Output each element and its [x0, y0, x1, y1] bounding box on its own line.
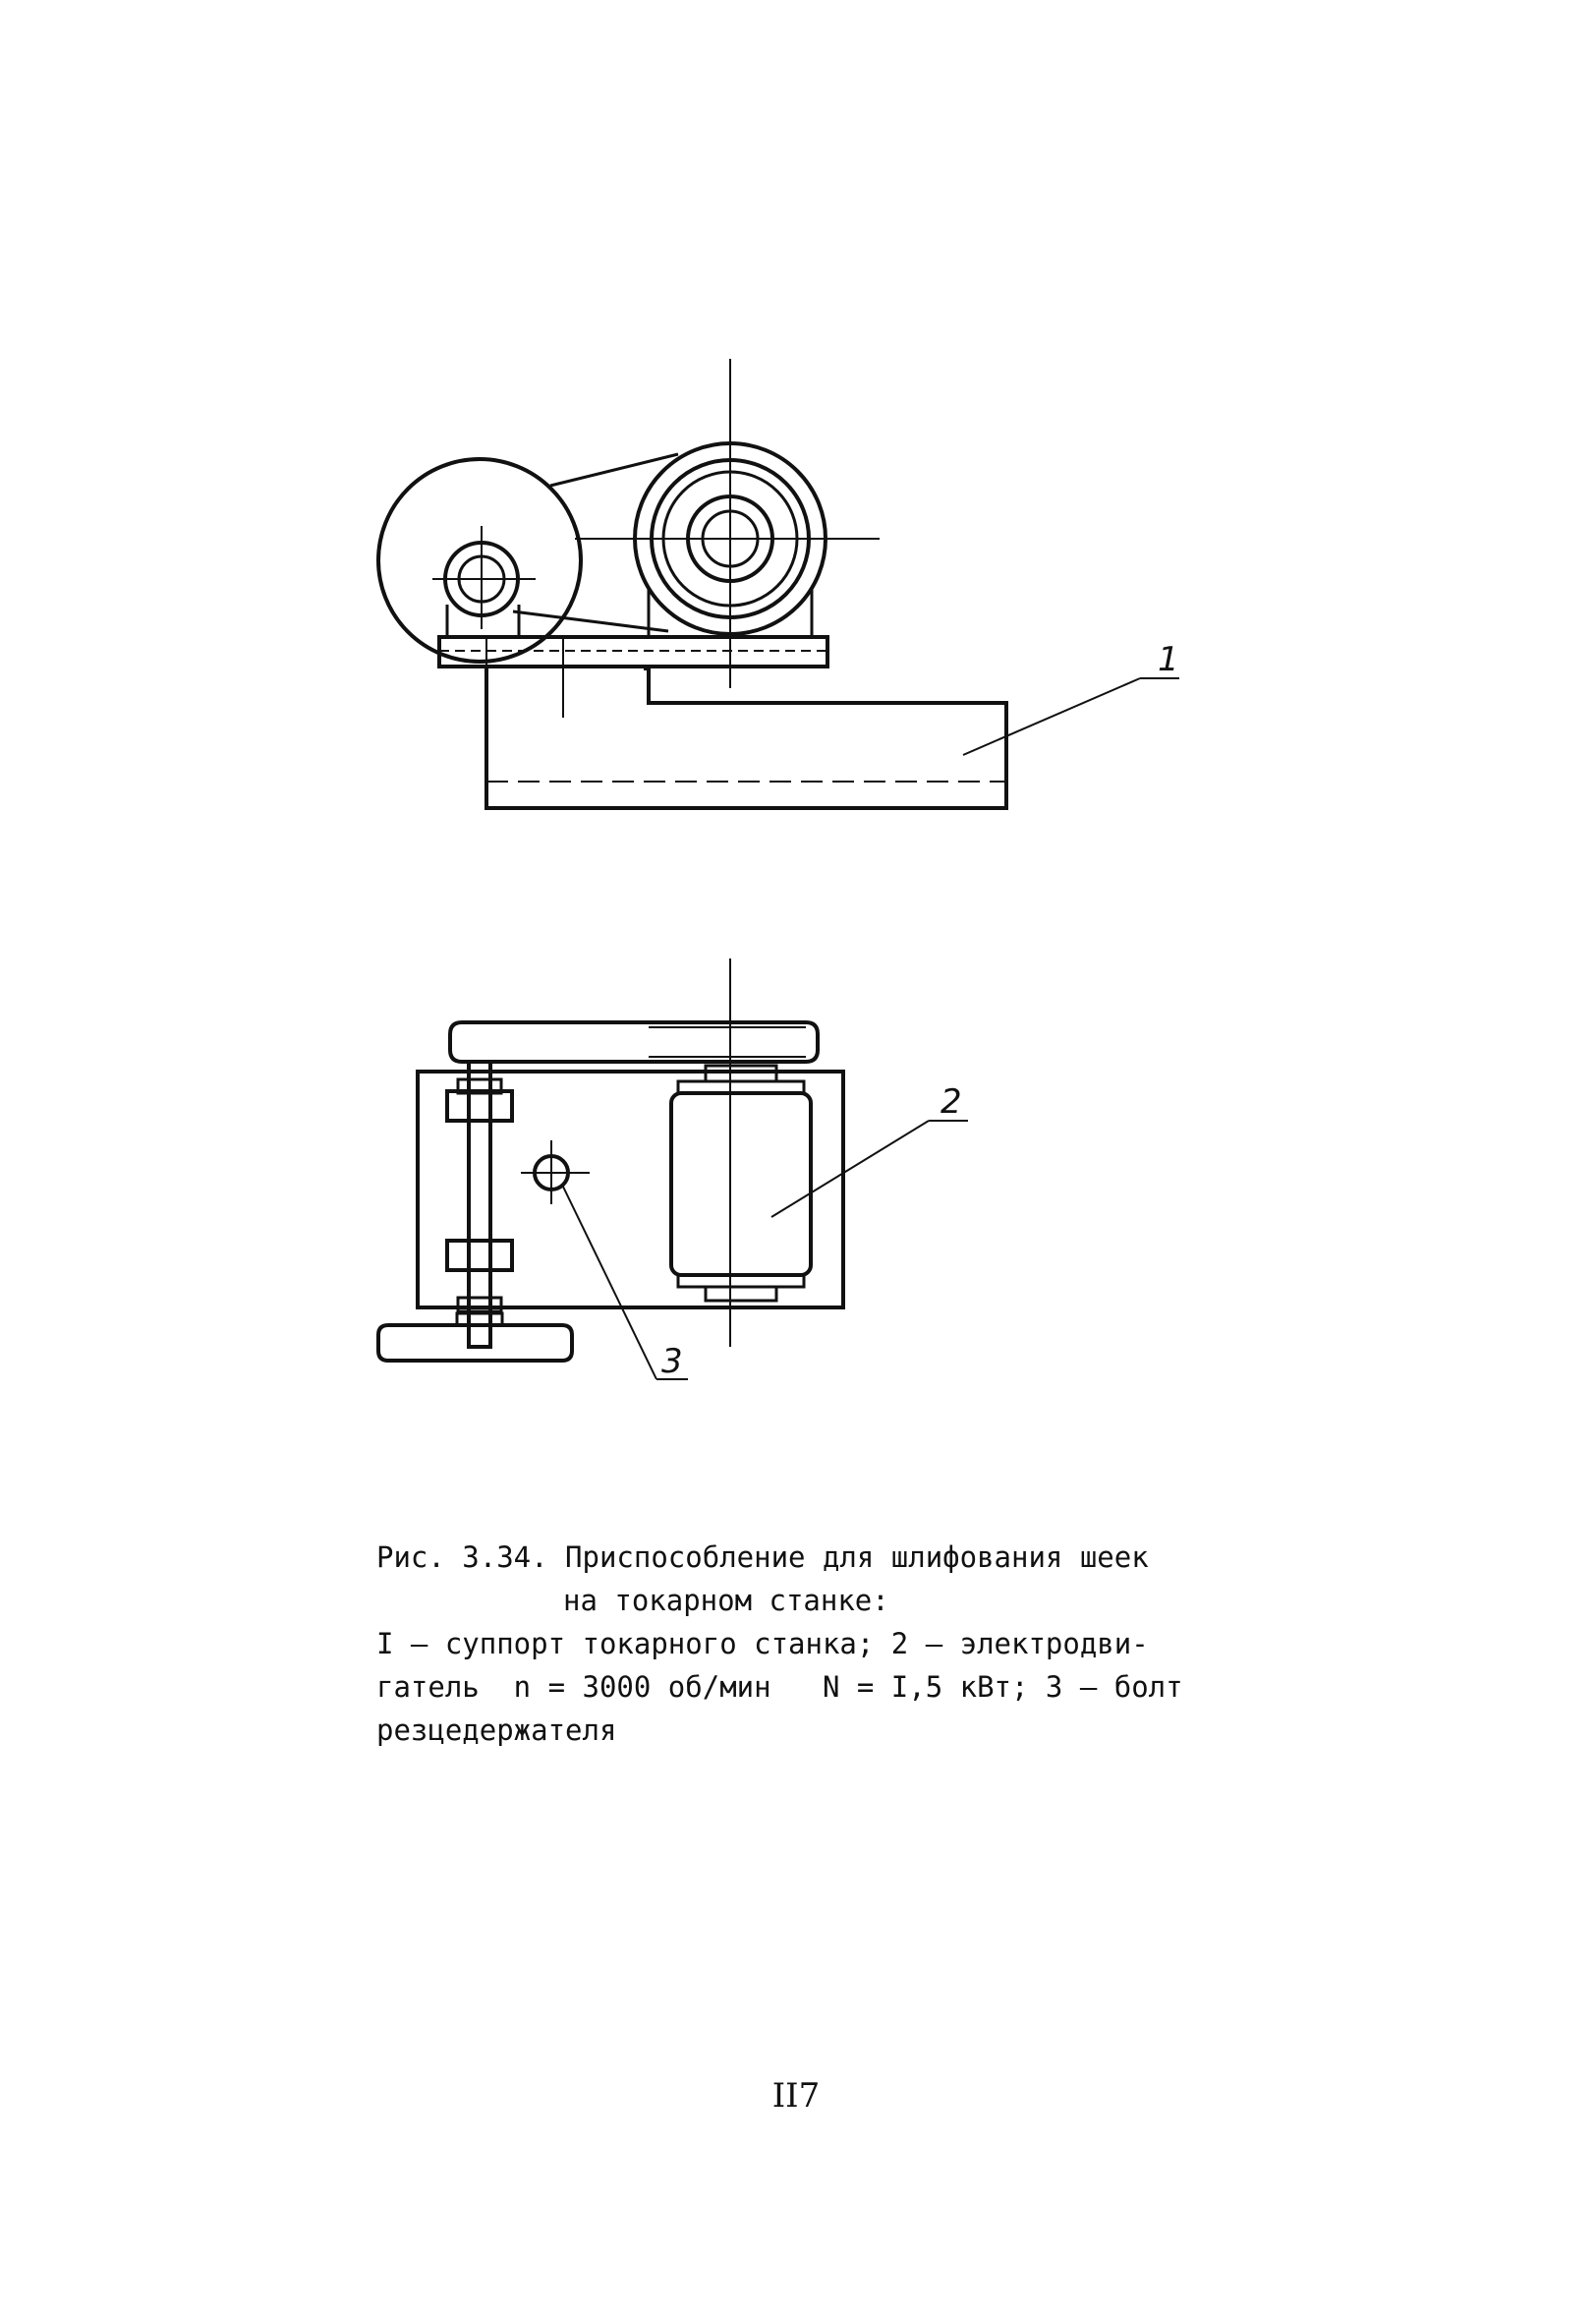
caption-title-line-1: Рис. 3.34. Приспособление для шлифования шеек — [376, 1540, 1149, 1574]
callout-2-label: 2 — [940, 1082, 962, 1122]
grinding-wheel — [378, 459, 581, 662]
grinding-wheel-plan — [378, 1325, 572, 1361]
callout-1-label: 1 — [1158, 640, 1179, 679]
plan-view — [378, 958, 968, 1381]
callout-1-leader — [963, 678, 1140, 755]
caption-legend-line-3: резцедержателя — [376, 1713, 617, 1747]
page-number: II7 — [771, 2076, 821, 2116]
wheel-spindle — [469, 1062, 490, 1347]
belt-top — [550, 454, 678, 486]
callout-3-leader — [562, 1185, 656, 1379]
elevation-view — [378, 359, 1179, 808]
belt-bottom — [513, 611, 668, 631]
caption-title-line-2: на токарном станке: — [563, 1584, 889, 1617]
bearing-bracket — [447, 605, 519, 637]
lathe-carriage — [486, 668, 1006, 808]
electric-motor — [671, 1093, 811, 1275]
caption-legend-line-1: I – суппорт токарного станка; 2 – электродви- — [376, 1627, 1149, 1660]
bearing-lower — [447, 1241, 512, 1270]
figure-caption — [376, 1536, 1359, 1752]
caption-legend-line-2: гатель n = 3000 об/мин N = I,5 кВт; 3 – болт — [376, 1670, 1183, 1704]
callout-2-leader — [771, 1121, 929, 1217]
bearing-upper — [447, 1091, 512, 1121]
motor-shaft-bottom — [706, 1287, 776, 1301]
callout-3-label: 3 — [661, 1342, 683, 1381]
